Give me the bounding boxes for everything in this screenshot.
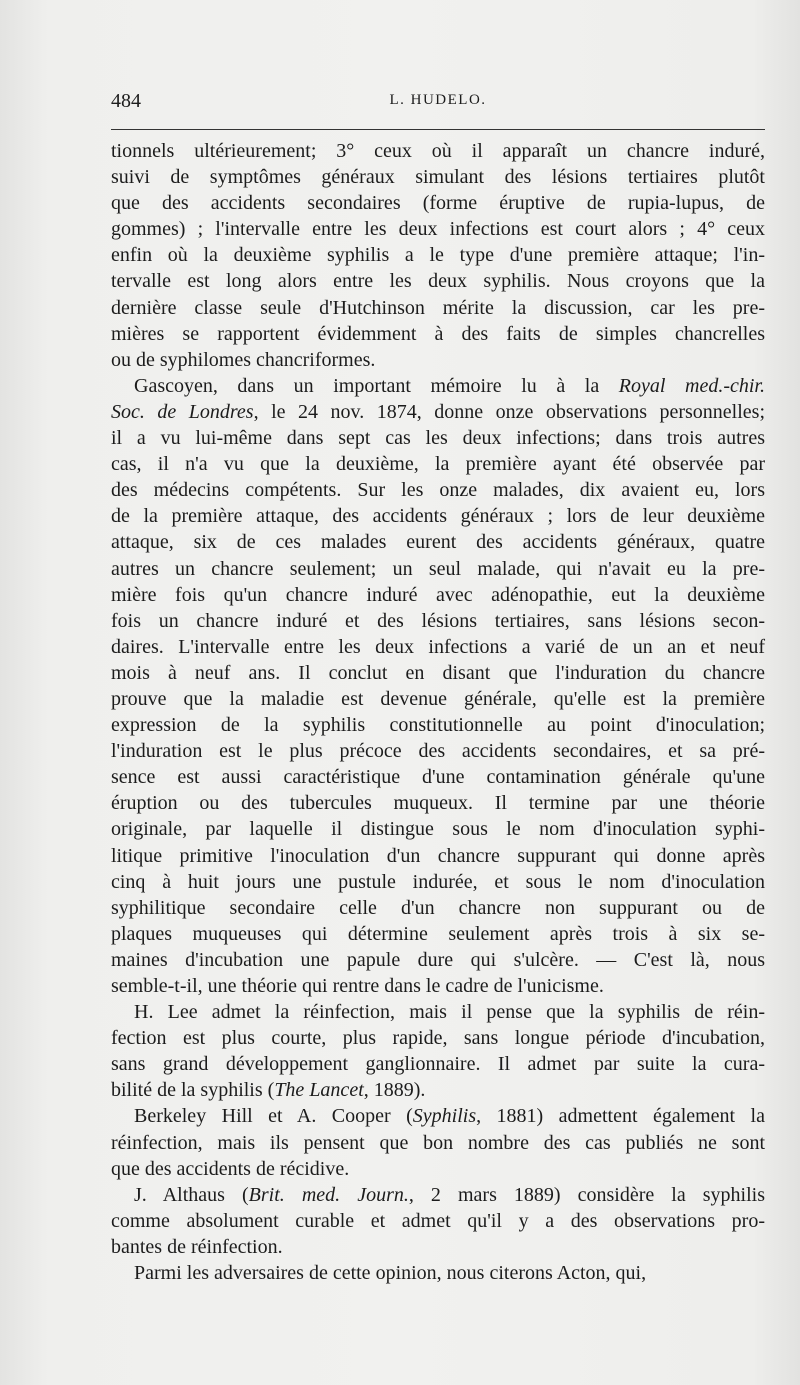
text-line	[111, 190, 765, 216]
text-run: réinfection, mais ils pensent que bon nombre des cas publiés ne sont	[111, 1131, 765, 1154]
page-number: 484	[111, 90, 141, 112]
text-run: maines d'incubation une papule dure qui s'ulcère. — C'est là, nous	[111, 948, 765, 971]
text-run: Gascoyen, dans un important mémoire lu à la	[134, 374, 619, 397]
text-run: tionnels ultérieurement; 3° ceux où il apparaît un chancre induré,	[111, 140, 765, 162]
italic-citation: Royal med.-chir.	[618, 374, 765, 397]
text-run: mois à neuf ans. Il conclut en disant que l'induration du chancre	[111, 661, 765, 684]
italic-citation: The Lancet	[274, 1079, 364, 1102]
body-text	[111, 138, 765, 1286]
text-run: bantes de réinfection.	[111, 1235, 283, 1258]
text-line	[111, 399, 765, 425]
text-run: sence est aussi caractéristique d'une contamination générale qu'une	[111, 766, 765, 789]
text-line	[111, 347, 765, 373]
text-line	[111, 999, 765, 1025]
text-line	[111, 582, 765, 608]
text-line	[111, 712, 765, 738]
text-line	[111, 164, 765, 190]
text-line	[111, 738, 765, 764]
text-line	[111, 1103, 765, 1129]
text-line	[111, 216, 765, 242]
running-head	[111, 90, 765, 114]
text-line	[111, 477, 765, 503]
text-line	[111, 973, 765, 999]
text-line	[111, 1208, 765, 1234]
text-run: attaque, six de ces malades eurent des accidents généraux, quatre	[111, 531, 765, 554]
text-line	[111, 295, 765, 321]
text-run: semble-t-il, une théorie qui rentre dans le cadre de l'unicisme.	[111, 975, 604, 997]
text-line	[111, 686, 765, 712]
text-run: gommes) ; l'intervalle entre les deux infections est court alors ; 4° ceux	[111, 218, 765, 241]
text-run: comme absolument curable et admet qu'il y a des observations pro-	[111, 1209, 765, 1232]
text-line	[111, 242, 765, 268]
header-rule	[111, 129, 765, 130]
text-line	[111, 556, 765, 582]
text-run: , 1881) admettent également la	[476, 1105, 765, 1128]
text-line	[111, 660, 765, 686]
text-run: H. Lee admet la réinfection, mais il pense que la syphilis de réin-	[134, 1001, 765, 1024]
text-run: cas, il n'a vu que la deuxième, la première ayant été observée par	[111, 453, 765, 476]
text-line	[111, 608, 765, 634]
text-line	[111, 1130, 765, 1156]
text-line	[111, 1156, 765, 1182]
text-run: ou de syphilomes chancriformes.	[111, 348, 376, 371]
text-run: l'induration est le plus précoce des accidents secondaires, et sa pré-	[111, 740, 765, 763]
text-run: bilité de la syphilis (	[111, 1079, 275, 1102]
text-run: syphilitique secondaire celle d'un chancre non suppurant ou de	[111, 896, 765, 919]
text-line	[111, 869, 765, 895]
text-line	[111, 451, 765, 477]
text-line	[111, 503, 765, 529]
text-run: enfin où la deuxième syphilis a le type d'une première attaque; l'in-	[111, 244, 765, 267]
text-line	[111, 1025, 765, 1051]
text-run: mière fois qu'un chancre induré avec adénopathie, eut la deuxième	[111, 583, 765, 606]
text-run: suivi de symptômes généraux simulant des lésions tertiaires plutôt	[111, 166, 765, 189]
text-run: sans grand développement ganglionnaire. Il admet par suite la cura-	[111, 1053, 765, 1076]
text-line	[111, 373, 765, 399]
text-line	[111, 529, 765, 555]
text-run: prouve que la maladie est devenue générale, qu'elle est la première	[111, 687, 765, 710]
text-line	[111, 1234, 765, 1260]
text-run: mières se rapportent évidemment à des faits de simples chancrelles	[111, 322, 765, 345]
text-run: fection est plus courte, plus rapide, sans longue période d'incubation,	[111, 1027, 765, 1050]
text-run: litique primitive l'inoculation d'un chancre suppurant qui donne après	[111, 844, 765, 867]
text-run: il a vu lui-même dans sept cas les deux infections; dans trois autres	[111, 427, 765, 450]
text-line	[111, 1077, 765, 1103]
text-run: Parmi les adversaires de cette opinion, nous citerons Acton, qui,	[134, 1262, 647, 1285]
text-run: dernière classe seule d'Hutchinson mérite la discussion, car les pre-	[111, 296, 765, 319]
text-run: , 2 mars 1889) considère la syphilis	[408, 1183, 766, 1206]
italic-citation: Soc. de Londres	[111, 400, 254, 423]
text-run: cinq à huit jours une pustule indurée, et sous le nom d'inoculation	[111, 870, 765, 893]
text-line	[111, 1182, 765, 1208]
text-run: plaques muqueuses qui détermine seulement après trois à six se-	[111, 922, 765, 945]
text-line	[111, 816, 765, 842]
text-run: fois un chancre induré et des lésions tertiaires, sans lésions secon-	[111, 609, 765, 632]
italic-citation: Brit. med. Journ.	[248, 1183, 409, 1206]
text-run: tervalle est long alors entre les deux syphilis. Nous croyons que la	[111, 270, 765, 293]
text-line	[111, 895, 765, 921]
text-run: éruption ou des tubercules muqueux. Il termine par une théorie	[111, 792, 765, 815]
text-run: que des accidents de récidive.	[111, 1157, 350, 1180]
text-line	[111, 634, 765, 660]
text-run: daires. L'intervalle entre les deux infections a varié de un an et neuf	[111, 635, 765, 658]
italic-citation: Syphilis	[412, 1105, 477, 1128]
text-line	[111, 947, 765, 973]
text-run: autres un chancre seulement; un seul malade, qui n'avait eu la pre-	[111, 557, 765, 580]
text-line	[111, 425, 765, 451]
text-run: , 1889).	[363, 1079, 426, 1102]
text-line	[111, 1051, 765, 1077]
text-line	[111, 843, 765, 869]
text-line	[111, 921, 765, 947]
running-title: L. HUDELO.	[389, 92, 487, 108]
text-run: expression de la syphilis constitutionnelle au point d'inoculation;	[111, 714, 765, 737]
text-run: que des accidents secondaires (forme éruptive de rupia-lupus, de	[111, 192, 765, 215]
text-run: de la première attaque, des accidents généraux ; lors de leur deuxième	[111, 505, 765, 528]
text-line	[111, 321, 765, 347]
text-run: des médecins compétents. Sur les onze malades, dix avaient eu, lors	[111, 479, 765, 502]
text-line	[111, 1260, 765, 1286]
text-run: J. Althaus (	[134, 1183, 249, 1206]
text-line	[111, 138, 765, 164]
text-run: originale, par laquelle il distingue sous le nom d'inoculation syphi-	[111, 818, 765, 841]
text-line	[111, 790, 765, 816]
text-line	[111, 268, 765, 294]
text-run: , le 24 nov. 1874, donne onze observations personnelles;	[253, 400, 766, 423]
text-run: Berkeley Hill et A. Cooper (	[134, 1105, 413, 1128]
text-line	[111, 764, 765, 790]
